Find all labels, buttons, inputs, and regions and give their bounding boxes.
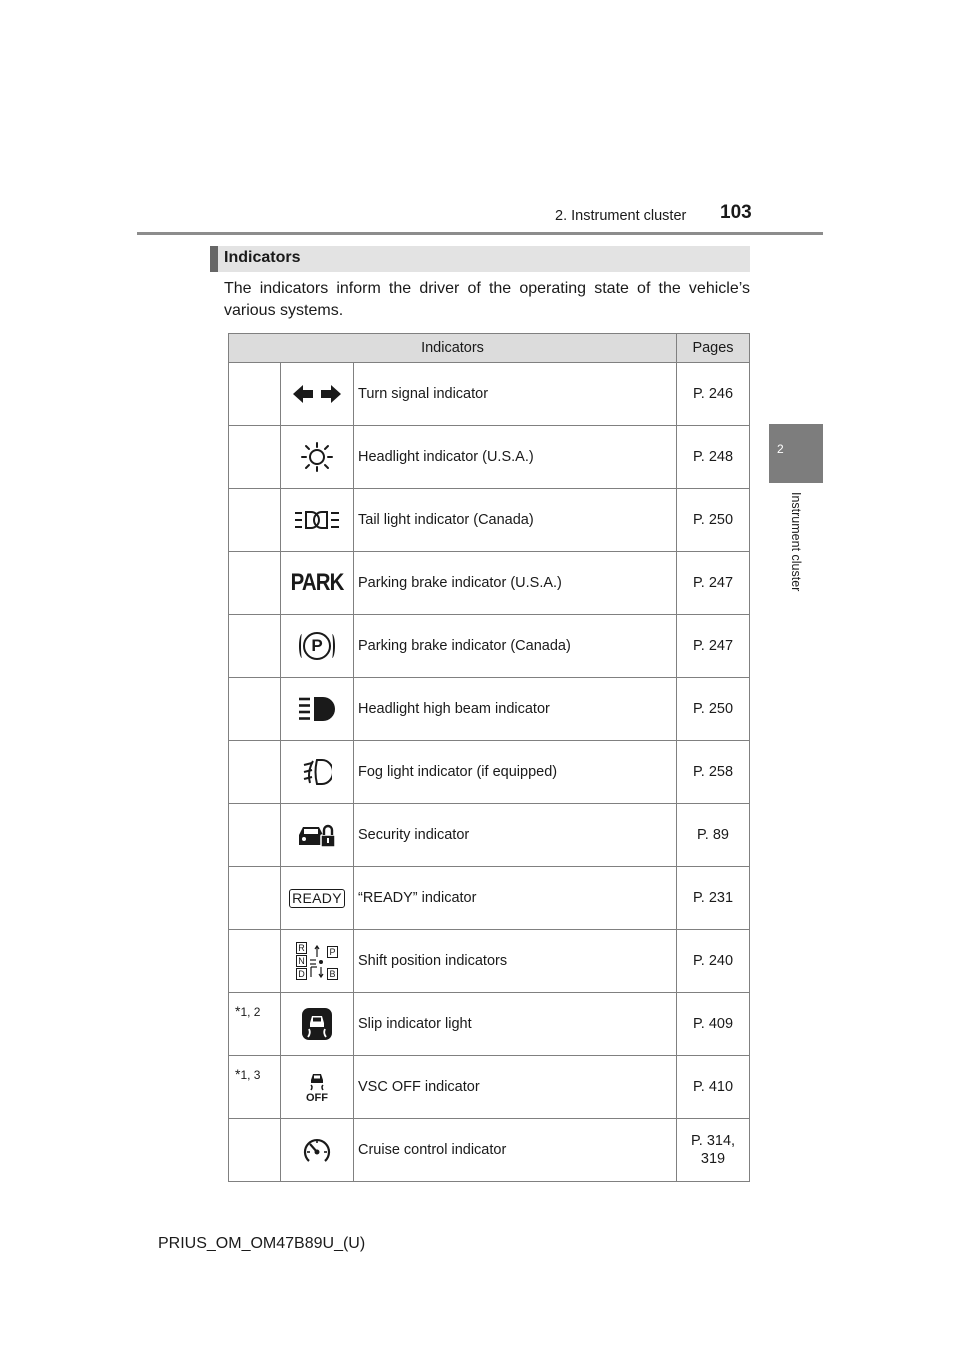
headlight-icon <box>300 441 334 473</box>
row-name: VSC OFF indicator <box>354 1056 677 1119</box>
row-pages: P. 247 <box>677 615 750 678</box>
shift-position-icon: R N D P B <box>294 942 340 980</box>
header-pages: Pages <box>677 334 750 363</box>
row-pages: P. 250 <box>677 489 750 552</box>
park-brake-usa-icon: PARK <box>290 569 344 596</box>
chapter-tab-label: Instrument cluster <box>789 492 803 592</box>
table-row <box>229 552 750 615</box>
chapter-tab-number: 2 <box>777 442 784 456</box>
cruise-control-icon <box>301 1135 333 1165</box>
header-indicators: Indicators <box>229 334 677 363</box>
table-row <box>229 363 750 426</box>
row-icon-cell <box>281 993 354 1056</box>
section-heading-accent <box>210 246 218 272</box>
row-icon-cell <box>281 426 354 489</box>
row-pages: P. 89 <box>677 804 750 867</box>
footnote-star: * <box>235 1066 241 1082</box>
row-name: Fog light indicator (if equipped) <box>354 741 677 804</box>
chapter-header: 2. Instrument cluster <box>555 208 687 224</box>
row-icon-cell <box>281 678 354 741</box>
fog-light-icon <box>302 758 332 786</box>
row-note <box>229 615 281 678</box>
row-pages: P. 246 <box>677 363 750 426</box>
row-icon-cell <box>281 867 354 930</box>
row-note <box>229 489 281 552</box>
row-note <box>229 804 281 867</box>
row-icon-cell <box>281 1119 354 1182</box>
table-row <box>229 867 750 930</box>
table-row <box>229 1119 750 1182</box>
row-name: Parking brake indicator (Canada) <box>354 615 677 678</box>
row-name: Security indicator <box>354 804 677 867</box>
row-name: Slip indicator light <box>354 993 677 1056</box>
row-note <box>229 363 281 426</box>
table-row <box>229 489 750 552</box>
table-row <box>229 930 750 993</box>
section-heading-bar <box>210 246 750 272</box>
row-icon-cell <box>281 363 354 426</box>
table-row <box>229 615 750 678</box>
row-pages: P. 231 <box>677 867 750 930</box>
row-pages: P. 250 <box>677 678 750 741</box>
row-pages: P. 258 <box>677 741 750 804</box>
footnote-refs: 1, 3 <box>240 1068 261 1082</box>
table-row <box>229 1056 750 1119</box>
row-name: “READY” indicator <box>354 867 677 930</box>
row-icon-cell <box>281 489 354 552</box>
row-icon-cell <box>281 1056 354 1119</box>
high-beam-icon <box>297 696 337 722</box>
security-icon <box>297 821 337 849</box>
document-code: PRIUS_OM_OM47B89U_(U) <box>158 1235 366 1252</box>
row-icon-cell <box>281 552 354 615</box>
row-pages: P. 409 <box>677 993 750 1056</box>
row-name: Headlight indicator (U.S.A.) <box>354 426 677 489</box>
row-note <box>229 1056 281 1119</box>
section-title: Indicators <box>224 249 301 266</box>
header-rule <box>137 232 823 235</box>
table-row <box>229 741 750 804</box>
turn-signal-icon <box>293 383 341 405</box>
row-note <box>229 930 281 993</box>
table-row <box>229 678 750 741</box>
vsc-off-icon: OFF <box>306 1071 328 1103</box>
ready-icon: READY <box>289 889 345 908</box>
row-icon-cell <box>281 930 354 993</box>
row-name: Headlight high beam indicator <box>354 678 677 741</box>
row-icon-cell <box>281 615 354 678</box>
footnote-refs: 1, 2 <box>240 1005 261 1019</box>
table-row <box>229 993 750 1056</box>
tail-light-icon <box>294 508 340 532</box>
row-name: Cruise control indicator <box>354 1119 677 1182</box>
row-pages: P. 314, 319 <box>677 1119 750 1182</box>
row-pages: P. 240 <box>677 930 750 993</box>
section-intro: The indicators inform the driver of the operating state of the vehicle’s various systems. <box>224 280 750 319</box>
indicators-table <box>228 333 750 1182</box>
table-row <box>229 426 750 489</box>
row-note <box>229 741 281 804</box>
row-name: Parking brake indicator (U.S.A.) <box>354 552 677 615</box>
row-pages: P. 248 <box>677 426 750 489</box>
table-header-row <box>229 334 750 363</box>
row-note <box>229 426 281 489</box>
row-name: Shift position indicators <box>354 930 677 993</box>
row-note <box>229 678 281 741</box>
row-name: Tail light indicator (Canada) <box>354 489 677 552</box>
row-pages: P. 410 <box>677 1056 750 1119</box>
row-icon-cell <box>281 741 354 804</box>
slip-indicator-icon <box>301 1007 333 1041</box>
row-note <box>229 993 281 1056</box>
chapter-tab <box>769 424 823 483</box>
table-row <box>229 804 750 867</box>
page-number: 103 <box>720 202 752 223</box>
row-note <box>229 552 281 615</box>
row-pages: P. 247 <box>677 552 750 615</box>
row-name: Turn signal indicator <box>354 363 677 426</box>
row-icon-cell <box>281 804 354 867</box>
row-note <box>229 867 281 930</box>
row-note <box>229 1119 281 1182</box>
park-brake-canada-icon: P <box>299 630 335 662</box>
footnote-star: * <box>235 1003 241 1019</box>
